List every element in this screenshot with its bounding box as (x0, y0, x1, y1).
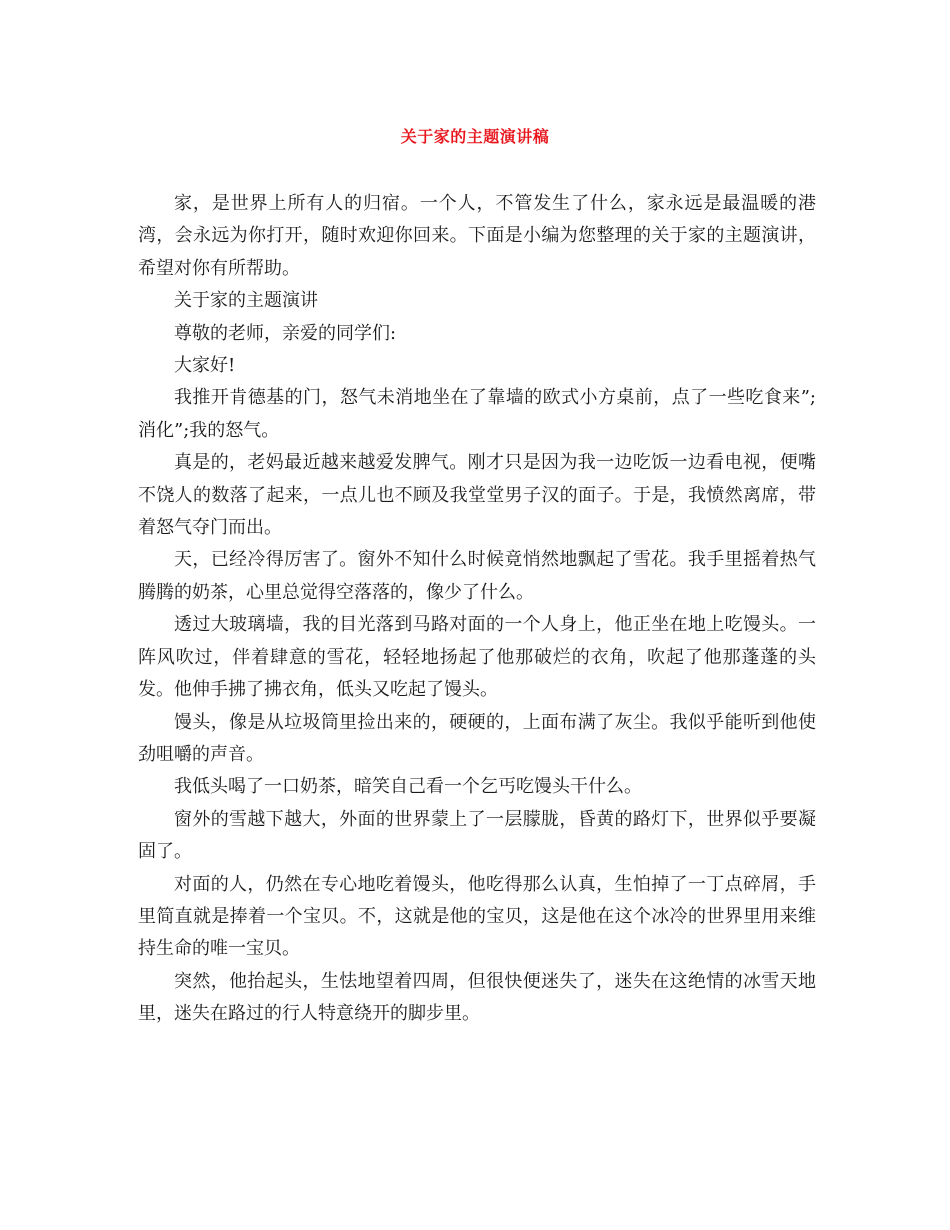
paragraph-greeting: 大家好! (174, 355, 236, 377)
paragraph-kfc: 我推开肯德基的门，怒气未消地坐在了靠墙的欧式小方桌前，点了一些吃食来”;消化”;我的怒气。 (138, 387, 816, 441)
paragraph-salutation: 尊敬的老师，亲爱的同学们: (174, 322, 397, 344)
paragraph-heavier-snow: 窗外的雪越下越大，外面的世界蒙上了一层朦胧，昏黄的路灯下，世界似乎要凝固了。 (138, 808, 816, 863)
paragraph-lost: 突然，他抬起头，生怯地望着四周，但很快便迷失了，迷失在这绝情的冰雪天地里，迷失在路过的行人特意绕开的脚步里。 (138, 970, 816, 1025)
paragraph-steamed-bun: 馒头，像是从垃圾筒里捡出来的，硬硬的，上面布满了灰尘。我似乎能听到他使劲咀嚼的声音。 (138, 711, 816, 765)
paragraph-intro: 家，是世界上所有人的归宿。一个人，不管发生了什么，家永远是最温暖的港湾，会永远为你打开，随时欢迎你回来。下面是小编为您整理的关于家的主题演讲，希望对你有所帮助。 (138, 193, 816, 279)
paragraph-glass-wall: 透过大玻璃墙，我的目光落到马路对面的一个人身上，他正坐在地上吃馒头。一阵风吹过，伴着肆意的雪花，轻轻地扬起了他那破烂的衣角，吹起了他那蓬蓬的头发。他伸手拂了拂衣角，低头又吃起了馒头。 (138, 614, 816, 701)
paragraph-milk-tea: 我低头喝了一口奶茶，暗笑自己看一个乞丐吃馒头干什么。 (174, 776, 642, 798)
paragraph-mom: 真是的，老妈最近越来越爱发脾气。刚才只是因为我一边吃饭一边看电视，便嘴不饶人的数落了起来，一点儿也不顾及我堂堂男子汉的面子。于是，我愤然离席，带着怒气夺门而出。 (138, 452, 816, 539)
paragraph-snow: 天，已经冷得厉害了。窗外不知什么时候竟悄然地飘起了雪花。我手里摇着热气腾腾的奶茶，心里总觉得空落落的，像少了什么。 (138, 549, 816, 603)
paragraph-speech-heading: 关于家的主题演讲 (174, 290, 318, 312)
document-body (138, 188, 816, 1031)
document-title: 关于家的主题演讲稿 (400, 127, 550, 146)
paragraph-treasure: 对面的人，仍然在专心地吃着馒头，他吃得那么认真，生怕掉了一丁点碎屑，手里简直就是捧着一个宝贝。不，这就是他的宝贝，这是他在这个冰冷的世界里用来维持生命的唯一宝贝。 (138, 873, 816, 960)
